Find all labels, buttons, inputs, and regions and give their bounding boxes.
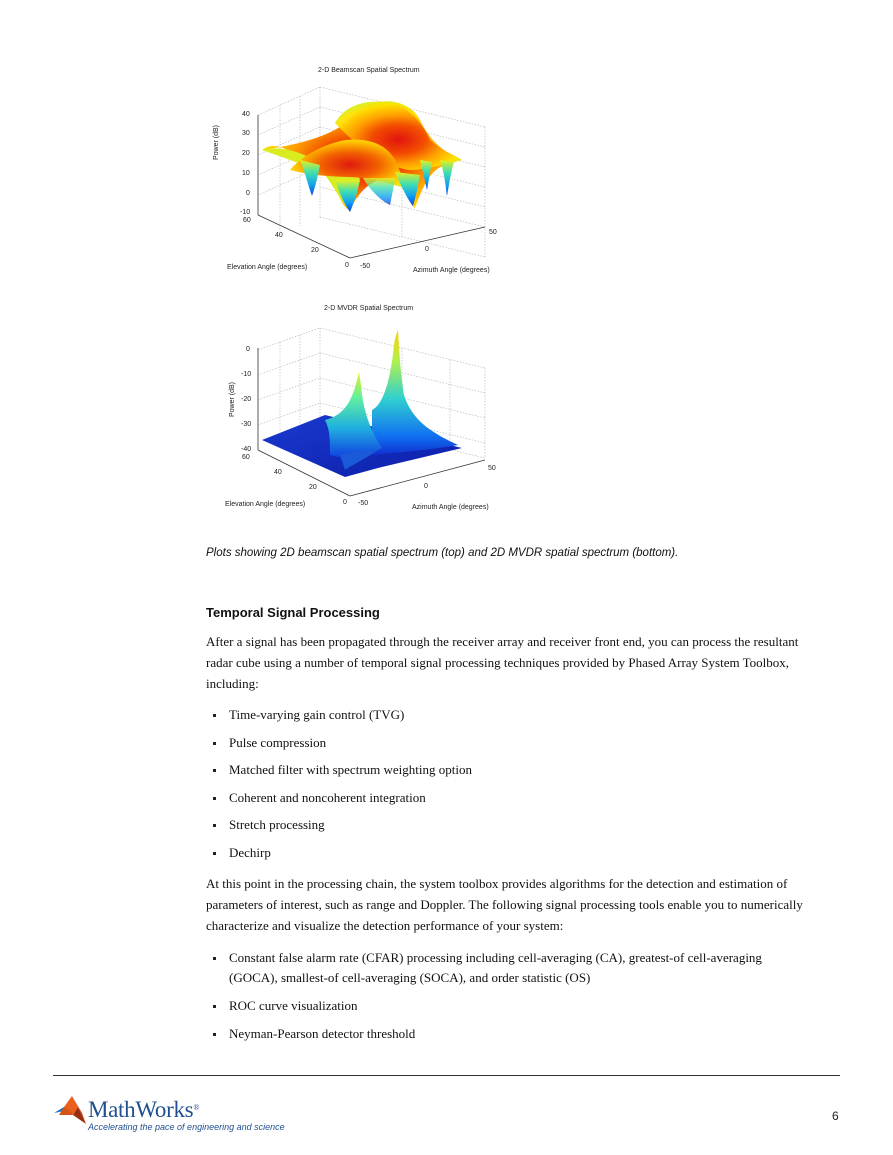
list-item: Stretch processing: [206, 815, 806, 835]
elevation-tick: 40: [274, 469, 282, 476]
list-item: Pulse compression: [206, 733, 806, 753]
chart-title: 2-D Beamscan Spatial Spectrum: [318, 67, 420, 74]
figure-caption: Plots showing 2D beamscan spatial spectrum (top) and 2D MVDR spatial spectrum (bottom).: [206, 547, 679, 559]
section-heading: Temporal Signal Processing: [206, 605, 380, 620]
z-tick: 0: [246, 190, 250, 197]
list-item: ROC curve visualization: [206, 996, 806, 1016]
z-tick: 40: [242, 111, 250, 118]
z-tick: 30: [242, 130, 250, 137]
z-tick: -20: [241, 396, 252, 403]
azimuth-axis-label: Azimuth Angle (degrees): [413, 267, 490, 274]
list-item: Neyman-Pearson detector threshold: [206, 1024, 806, 1044]
z-tick: 10: [242, 170, 250, 177]
chart-title: 2-D MVDR Spatial Spectrum: [324, 305, 414, 312]
brand-name: MathWorks®: [88, 1097, 200, 1122]
brand-tagline: Accelerating the pace of engineering and science: [88, 1122, 285, 1132]
z-tick: 20: [242, 150, 250, 157]
bottom-chart-labels: [0, 0, 893, 530]
footer-divider: [53, 1075, 840, 1076]
elevation-tick: 40: [275, 232, 283, 239]
elevation-tick: 20: [309, 484, 317, 491]
elevation-tick: 0: [345, 262, 349, 269]
z-tick: -10: [240, 209, 251, 216]
elevation-tick: 0: [343, 499, 347, 506]
list-item: Dechirp: [206, 843, 806, 863]
detection-paragraph: At this point in the processing chain, the system toolbox provides algorithms for the detection and estimation of parameters of interest, such as range and Doppler. The following signal processing tools enable you to numerically characterize and visualize the detection performance of your system:: [206, 876, 803, 933]
z-tick: 0: [246, 346, 250, 353]
azimuth-tick: 50: [489, 229, 497, 236]
list-item: Matched filter with spectrum weighting option: [206, 760, 806, 780]
tools-list: [206, 948, 806, 1044]
elevation-tick: 60: [243, 217, 251, 224]
technique-list: [206, 705, 806, 863]
list-item: Time-varying gain control (TVG): [206, 705, 806, 725]
z-tick: -10: [241, 371, 252, 378]
page-number: 6: [832, 1109, 839, 1123]
list-item: Constant false alarm rate (CFAR) processing including cell-averaging (CA), greatest-of cell-averaging (GOCA), smallest-of cell-averaging (SOCA), and order statistic (OS): [206, 948, 806, 988]
z-axis-label: Power (dB): [213, 124, 220, 160]
azimuth-tick: 50: [488, 465, 496, 472]
z-axis-label: Power (dB): [229, 381, 236, 417]
azimuth-tick: -50: [358, 500, 369, 507]
z-tick: -30: [241, 421, 252, 428]
intro-paragraph: After a signal has been propagated through the receiver array and receiver front end, you can process the resultant radar cube using a number of temporal signal processing techniques provided by Phased Array System Toolbox, including:: [206, 634, 799, 691]
elevation-axis-label: Elevation Angle (degrees): [225, 501, 306, 508]
mathworks-logo-icon: [52, 1093, 88, 1127]
azimuth-tick: 0: [425, 246, 429, 253]
azimuth-tick: 0: [424, 483, 428, 490]
elevation-tick: 20: [311, 247, 319, 254]
azimuth-axis-label: Azimuth Angle (degrees): [412, 504, 489, 511]
elevation-axis-label: Elevation Angle (degrees): [227, 264, 308, 271]
list-item: Coherent and noncoherent integration: [206, 788, 806, 808]
z-tick: -40: [241, 446, 252, 453]
azimuth-tick: -50: [360, 263, 371, 270]
elevation-tick: 60: [242, 454, 250, 461]
